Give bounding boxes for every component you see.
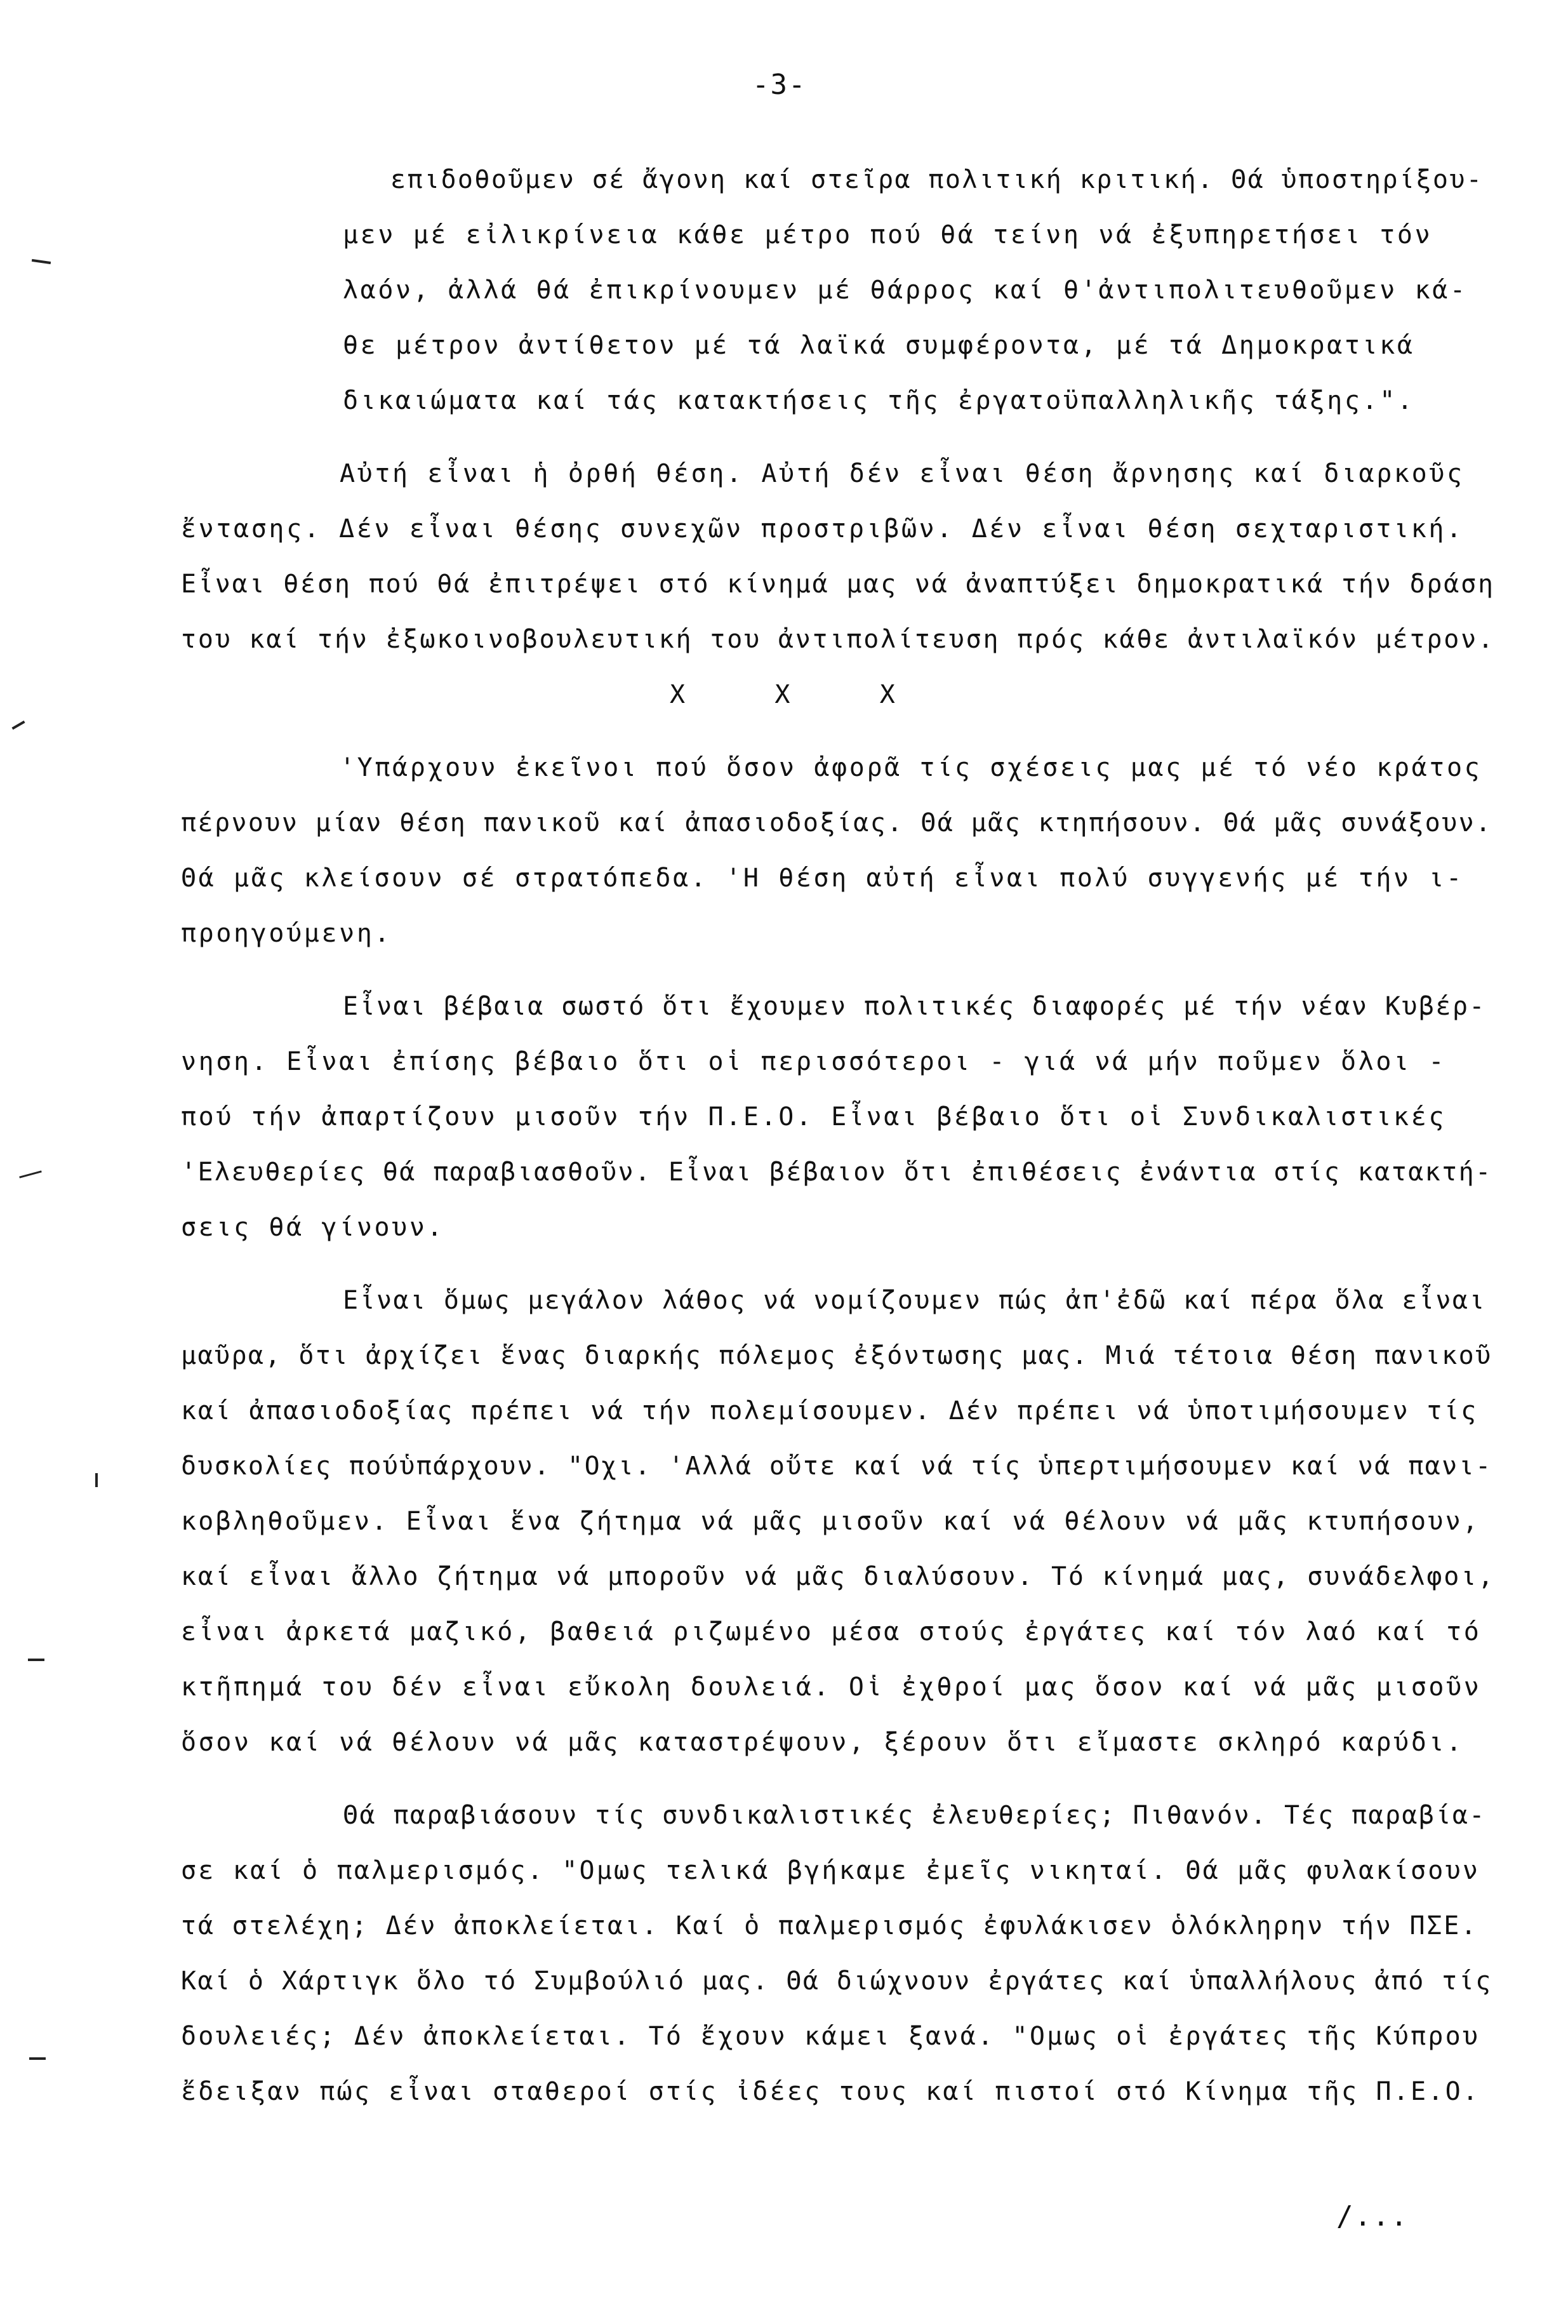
text-line: Αὐτή εἶναι ἡ ὀρθή θέση. Αὐτή δέν εἶναι θέση ἄρνησης καί διαρκοῦς [340,459,1465,488]
text-line: προηγούμενη. [181,919,392,948]
margin-mark [19,1170,42,1178]
text-line: κτῆπημά του δέν εἶναι εὔκολη δουλειά. Οἱ ἐχθροί μας ὅσον καί νά μᾶς μισοῦν [181,1673,1482,1702]
text-line: δουλειές; Δέν ἀποκλείεται. Τό ἔχουν κάμει ξανά. "Ομως οἱ ἐργάτες τῆς Κύπρου [181,2022,1480,2051]
text-line: δικαιώματα καί τάς κατακτήσεις τῆς ἐργατοϋπαλληλικῆς τάξης.". [343,386,1415,415]
margin-mark [28,1659,44,1661]
paragraph [181,1788,1495,2120]
text-line: δυσκολίες πούὑπάρχουν. "Οχι. 'Αλλά οὔτε καί νά τίς ὑπερτιμήσουμεν καί νά πανι- [181,1452,1492,1481]
text-line: ὅσον καί νά θέλουν νά μᾶς καταστρέψουν, ξέρουν ὅτι εἴμαστε σκληρό καρύδι. [181,1728,1464,1757]
text-line: λαόν, ἀλλά θά ἐπικρίνουμεν μέ θάρρος καί θ'ἀντιπολιτευθοῦμεν κά- [343,276,1468,305]
text-line: ἔντασης. Δέν εἶναι θέσης συνεχῶν προστριβῶν. Δέν εἶναι θέση σεχταριστική. [181,514,1464,544]
text-line: μεν μέ εἰλικρίνεια κάθε μέτρο πού θά τείνη νά ἐξυπηρετήσει τόν [343,220,1433,250]
text-line: ἔδειξαν πώς εἶναι σταθεροί στίς ἰδέες τους καί πιστοί στό Κίνημα τῆς Π.Ε.Ο. [181,2077,1480,2106]
text-line: κοβληθοῦμεν. Εἶναι ἕνα ζήτημα νά μᾶς μισοῦν καί νά θέλουν νά μᾶς κτυπήσουν, [181,1507,1480,1536]
paragraph [181,979,1495,1255]
text-line: Εἶναι βέβαια σωστό ὅτι ἔχουμεν πολιτικές διαφορές μέ τήν νέαν Κυβέρ- [343,992,1486,1021]
margin-mark [95,1473,98,1487]
text-line: Καί ὁ Χάρτιγκ ὅλο τό Συμβούλιό μας. Θά διώχνουν ἐργάτες καί ὑπαλλήλους ἀπό τίς [181,1967,1492,1996]
page-number: -3- [752,69,807,101]
text-line: σεις θά γίνουν. [181,1213,445,1242]
text-line: 'Ελευθερίες θά παραβιασθοῦν. Εἶναι βέβαιον ὅτι ἐπιθέσεις ἐνάντια στίς κατακτή- [181,1158,1492,1187]
text-line: εἶναι ἀρκετά μαζικό, βαθειά ριζωμένο μέσα στούς ἐργάτες καί τόν λαό καί τό [181,1617,1482,1646]
text-line: 'Υπάρχουν ἐκεῖνοι πού ὅσον ἀφορᾶ τίς σχέσεις μας μέ τό νέο κράτος [340,753,1482,782]
paragraph [181,740,1495,961]
text-line: σε καί ὁ παλμερισμός. "Ομως τελικά βγήκαμε ἐμεῖς νικηταί. Θά μᾶς φυλακίσουν [181,1856,1480,1885]
text-line: καί ἀπασιοδοξίας πρέπει νά τήν πολεμίσουμεν. Δέν πρέπει νά ὑποτιμήσουμεν τίς [181,1396,1478,1426]
text-line: πέρνουν μίαν θέση πανικοῦ καί ἀπασιοδοξίας. Θά μᾶς κτηπήσουν. Θά μᾶς συνάξουν. [181,808,1492,838]
text-line: του καί τήν ἐξωκοινοβουλευτική του ἀντιπολίτευση πρός κάθε ἀντιλαϊκόν μέτρον. [181,625,1495,654]
body-text [181,152,1495,2120]
text-line: Εἶναι ὅμως μεγάλον λάθος νά νομίζουμεν πώς ἀπ'ἐδῶ καί πέρα ὅλα εἶναι [343,1286,1486,1315]
text-line: καί εἶναι ἄλλο ζήτημα νά μποροῦν νά μᾶς διαλύσουν. Τό κίνημά μας, συνάδελφοι, [181,1562,1495,1591]
text-line: νηση. Εἶναι ἐπίσης βέβαιο ὅτι οἱ περισσότεροι - γιά νά μήν ποῦμεν ὅλοι - [181,1047,1447,1076]
section-separator: X X X [670,680,898,709]
text-line: Εἶναι θέση πού θά ἐπιτρέψει στό κίνημά μας νά ἀναπτύξει δημοκρατικά τήν δράση [181,570,1495,599]
text-line: τά στελέχη; Δέν ἀποκλείεται. Καί ὁ παλμερισμός ἐφυλάκισεν ὁλόκληρην τήν ΠΣΕ. [181,1911,1478,1940]
paragraph [181,1273,1495,1770]
text-line: μαῦρα, ὅτι ἀρχίζει ἕνας διαρκής πόλεμος ἐξόντωσης μας. Μιά τέτοια θέση πανικοῦ [181,1341,1492,1370]
text-line: Θά μᾶς κλείσουν σέ στρατόπεδα. 'Η θέση αὐτή εἶναι πολύ συγγενής μέ τήν ι- [181,864,1464,893]
paragraph [181,446,1495,667]
margin-mark [11,721,25,730]
margin-mark [29,2057,46,2060]
quote-paragraph [181,152,1495,429]
text-line: Θά παραβιάσουν τίς συνδικαλιστικές ἐλευθερίες; Πιθανόν. Τές παραβία- [343,1801,1486,1830]
text-line: επιδοθοῦμεν σέ ἄγονη καί στεῖρα πολιτική κριτική. Θά ὑποστηρίξου- [390,165,1484,194]
margin-mark [32,259,51,264]
text-line: θε μέτρον ἀντίθετον μέ τά λαϊκά συμφέροντα, μέ τά Δημοκρατικά [343,331,1415,360]
continuation-mark: /... [1336,2200,1409,2233]
text-line: πού τήν ἀπαρτίζουν μισοῦν τήν Π.Ε.Ο. Εἶναι βέβαιο ὅτι οἱ Συνδικαλιστικές [181,1102,1447,1132]
